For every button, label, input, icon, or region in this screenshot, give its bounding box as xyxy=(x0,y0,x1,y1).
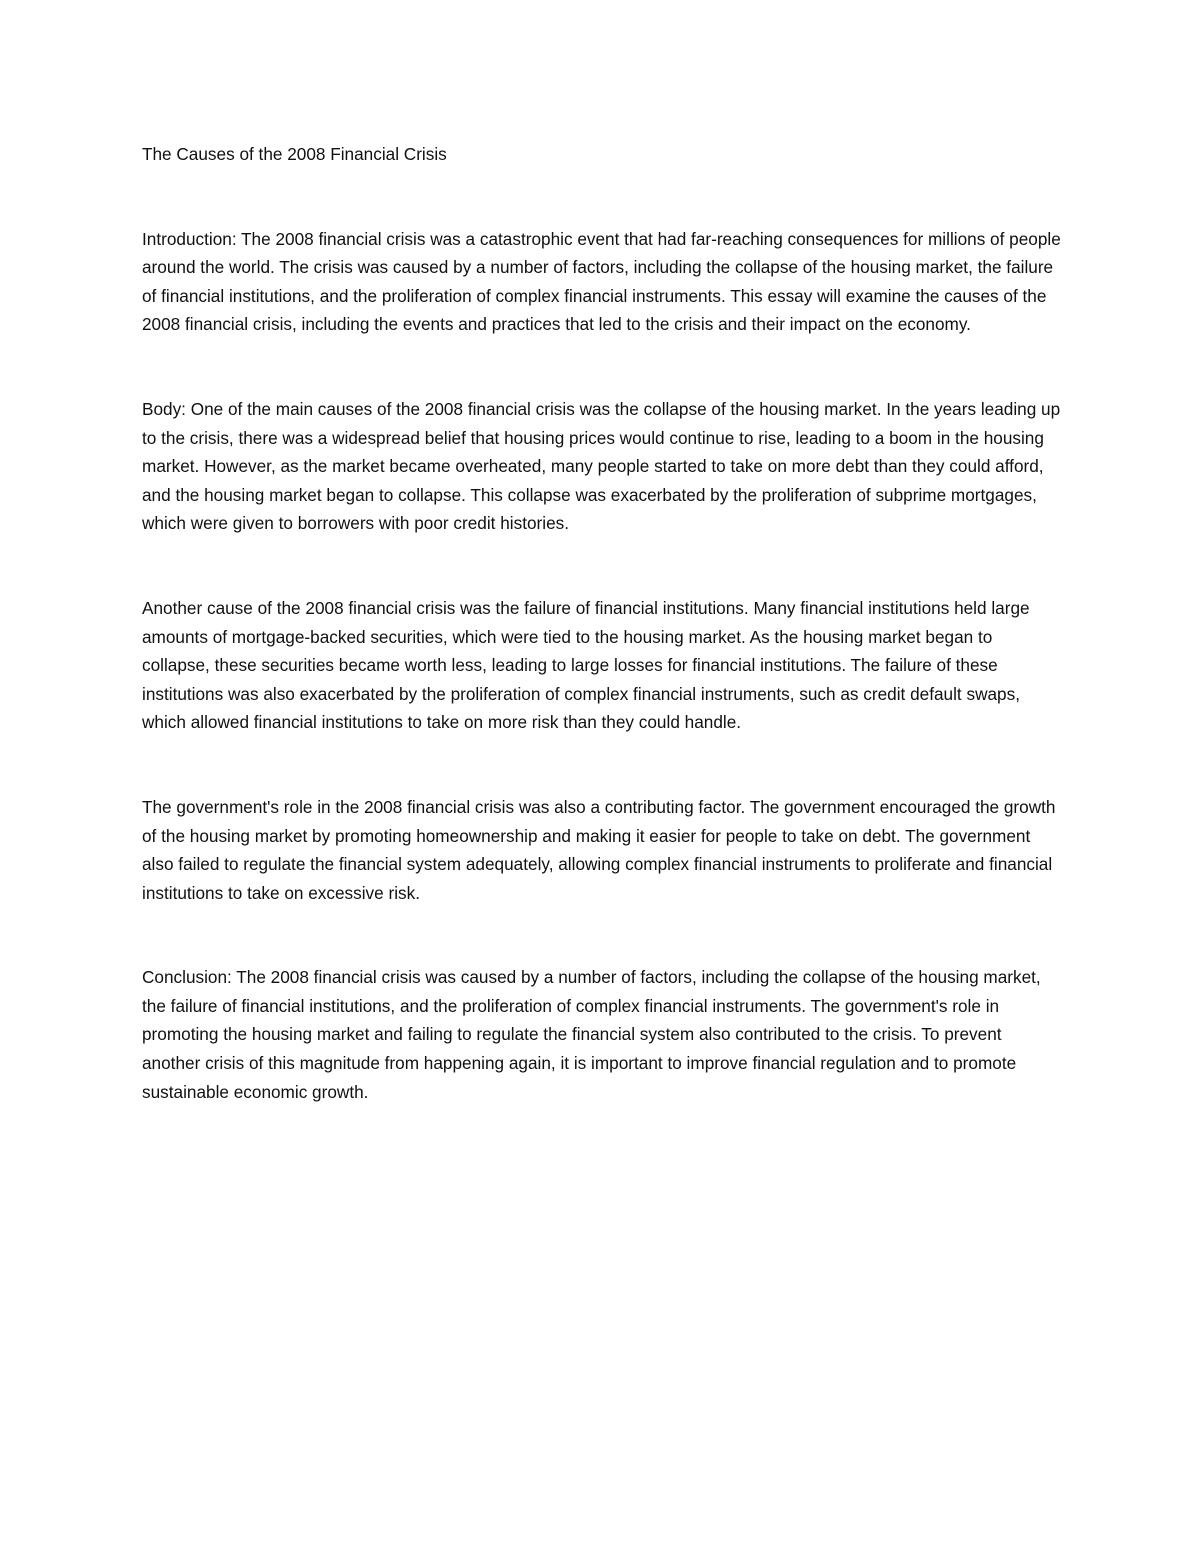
paragraph-body: Body: One of the main causes of the 2008 financial crisis was the collapse of the housing market. In the years leading up to the crisis, there was a widespread belief that housing prices would continue to rise, leading to a boom in the housing market. However, as the market became overheated, many people started to take on more debt than they could afford, and the housing market began to collapse. This collapse was exacerbated by the proliferation of subprime mortgages, which were given to borrowers with poor credit histories. xyxy=(142,398,1061,534)
paragraph-financial-institutions: Another cause of the 2008 financial crisis was the failure of financial institutions. Many financial institutions held large amounts of mortgage-backed securities, which were tied to the housing market. As the housing market began to collapse, these securities became worth less, leading to large losses for financial institutions. The failure of these institutions was also exacerbated by the proliferation of complex financial instruments, such as credit default swaps, which allowed financial institutions to take on more risk than they could handle. xyxy=(142,597,1030,733)
document-title: The Causes of the 2008 Financial Crisis xyxy=(142,144,447,164)
paragraph-government-role: The government's role in the 2008 financial crisis was also a contributing factor. The government encouraged the growth of the housing market by promoting homeownership and making it easier for people to take on debt. The government also failed to regulate the financial system adequately, allowing complex financial instruments to proliferate and financial institutions to take on excessive risk. xyxy=(142,796,1056,903)
paragraph-conclusion: Conclusion: The 2008 financial crisis was caused by a number of factors, including the collapse of the housing market, the failure of financial institutions, and the proliferation of complex financial instruments. The government's role in promoting the housing market and failing to regulate the financial system also contributed to the crisis. To prevent another crisis of this magnitude from happening again, it is important to improve financial regulation and to promote sustainable economic growth. xyxy=(142,967,1041,1102)
document-body xyxy=(142,140,1062,1106)
paragraph-introduction: Introduction: The 2008 financial crisis was a catastrophic event that had far-reaching consequences for millions of people around the world. The crisis was caused by a number of factors, including the collapse of the housing market, the failure of financial institutions, and the proliferation of complex financial instruments. This essay will examine the causes of the 2008 financial crisis, including the events and practices that led to the crisis and their impact on the economy. xyxy=(142,228,1061,335)
